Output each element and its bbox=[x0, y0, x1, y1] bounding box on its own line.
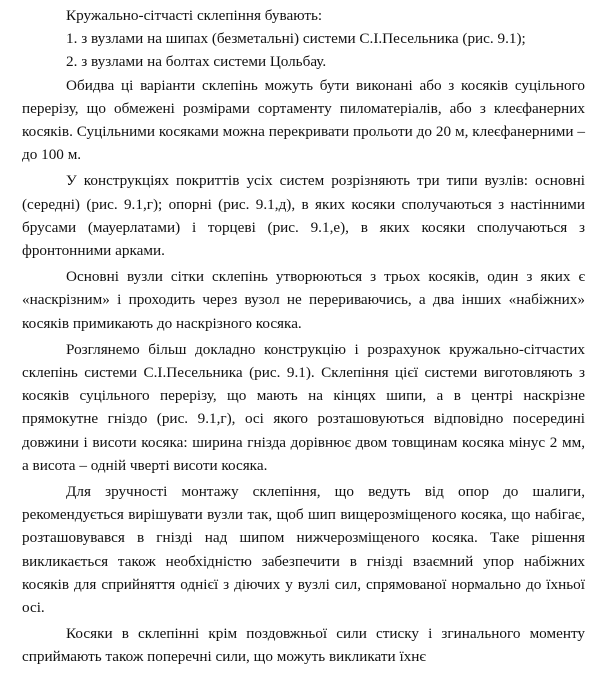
paragraph: Для зручності монтажу склепіння, що ведуть від опор до шалиги, рекомендується вирішувати вузли так, щоб шип вищерозміщеного косяка, що набігає, розташовувався в гнізді над шипом нижчерозміщеного косяка. Таке рішення викликається також необхідністю забезпечити в гнізді взаємний упор набіжних косяків для сприйняття однієї з діючих у вузлі сил, спрямованої нормально до їхньої осі. bbox=[22, 483, 585, 617]
paragraph: У конструкціях покриттів усіх систем розрізняють три типи вузлів: основні (середні) (рис. 9.1,г); опорні (рис. 9.1,д), в яких косяки сполучаються з настінними брусами (мауерлатами) і торцеві (рис. 9.1,е), в яких косяки сполучаються з фронтонними арками. bbox=[22, 172, 585, 260]
intro-line: Кружально-сітчасті склепіння бувають: bbox=[66, 7, 323, 24]
paragraph: Основні вузли сітки склепінь утворюються з трьох косяків, один з яких є «наскрізним» і проходить через вузол не перериваючись, а два інших «набіжних» косяків примикають до наскрізного косяка. bbox=[22, 268, 585, 332]
paragraph: Розглянемо більш докладно конструкцію і розрахунок кружально-сітчастих склепінь системи С.І.Песельника (рис. 9.1). Склепіння цієї системи виготовляють з косяків суцільного перерізу, що мають на кінцях шипи, а в центрі наскрізне прямокутне гніздо (рис. 9.1,г), осі якого розташовуються відповідно посередині довжини і висоти косяка: ширина гнізда дорівнює двом товщинам косяка мінус 2 мм, а висота – одній чверті висоти косяка. bbox=[22, 340, 585, 474]
list-item: 2. з вузлами на болтах системи Цольбау. bbox=[66, 53, 327, 71]
list-item: 1. з вузлами на шипах (безметальні) системи С.І.Песельника (рис. 9.1); bbox=[66, 30, 526, 48]
paragraph: Косяки в склепінні крім поздовжньої сили стиску і згинального моменту сприймають також поперечні сили, що можуть викликати їхнє bbox=[22, 625, 585, 666]
paragraph: Обидва ці варіанти склепінь можуть бути виконані або з косяків суцільного перерізу, що обмежені розмірами сортаменту пиломатеріалів, або з клеєфанерних косяків. Суцільними косяками можна перекривати прольоти до 20 м, клеєфанерними – до 100 м. bbox=[22, 76, 585, 164]
